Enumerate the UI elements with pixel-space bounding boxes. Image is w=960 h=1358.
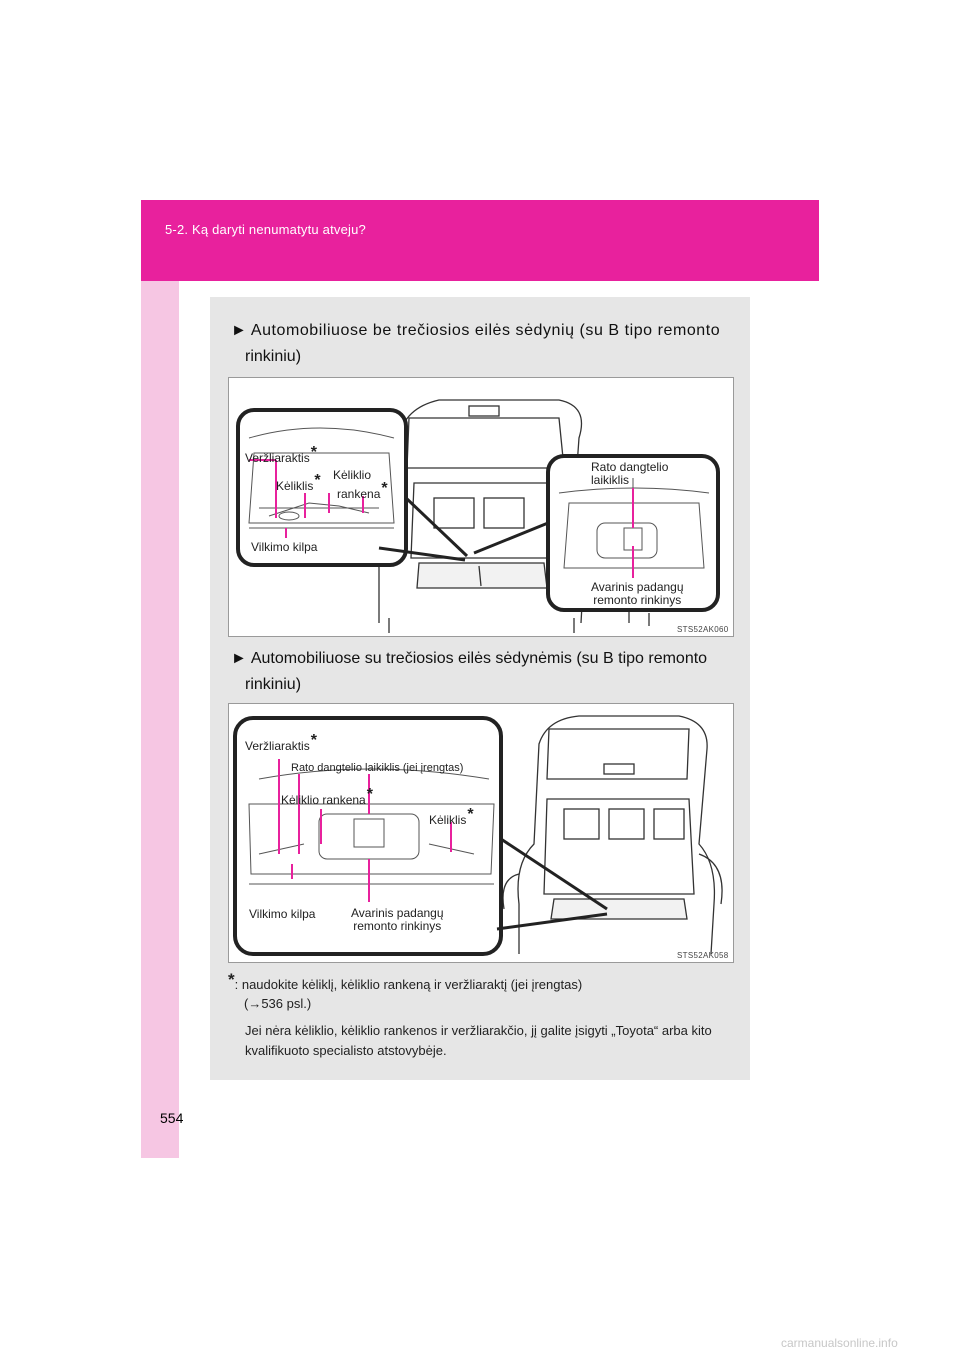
section1-title-line2: rinkiniu) [245,348,302,365]
note-paragraph: Jei nėra kėliklio, kėliklio rankenos ir veržliarakčio, jį galite įsigyti „Toyota“ arba kito kvalifikuoto specialisto atstovybėje. [245,1023,712,1058]
label-repair-kit-1: Avarinis padangų remonto rinkinys [591,580,684,607]
figure-code-2: STS52AK058 [677,951,729,960]
figure-third-row [228,703,734,963]
label-tow-hook-2: Vilkimo kilpa [249,907,316,921]
footnote-line1: : naudokite kėliklį, kėliklio rankeną ir veržliaraktį (jei įrengtas) [234,977,583,992]
label-tow-hook-1: Vilkimo kilpa [251,540,318,554]
header-band [141,200,819,281]
label-wheel-cover-holder-1: Rato dangtelio laikiklis [591,460,669,487]
label-wrench-2: Veržliaraktis* [245,732,317,753]
section2-heading [231,646,707,698]
footnote-star: * [228,970,235,989]
section2-title-line2: rinkiniu) [245,676,302,693]
footnote [228,970,582,1013]
label-jack-1: Kėliklis* [276,472,321,493]
label-wheel-cover-holder-2: Rato dangtelio laikiklis (jei įrengtas) [291,762,464,774]
label-jack-handle-1: Kėliklio rankena* [333,468,388,501]
figure-code-1: STS52AK060 [677,625,729,634]
triangle-bullet-icon: ► [231,322,247,339]
section1-heading [231,318,720,370]
section2-title-line1: Automobiliuose su trečiosios eilės sėdynėmis (su B tipo remonto [250,650,708,667]
watermark: carmanualsonline.info [781,1336,898,1350]
label-repair-kit-2: Avarinis padangų remonto rinkinys [351,906,444,933]
figure-no-third-row [228,377,734,637]
section-header: 5-2. Ką daryti nenumatytu atveju? [165,222,366,237]
page-number: 554 [160,1110,184,1126]
footnote-line2: (→536 psl.) [244,996,312,1011]
side-tab-strip [141,281,179,1158]
section1-title-line1: Automobiliuose be trečiosios eilės sėdynių (su B tipo remonto [250,322,721,339]
label-wrench-1: Veržliaraktis* [245,444,317,465]
triangle-bullet-icon: ► [231,650,247,667]
label-jack-handle-2: Kėliklio rankena* [281,786,373,807]
label-jack-2: Kėliklis* [429,806,474,827]
